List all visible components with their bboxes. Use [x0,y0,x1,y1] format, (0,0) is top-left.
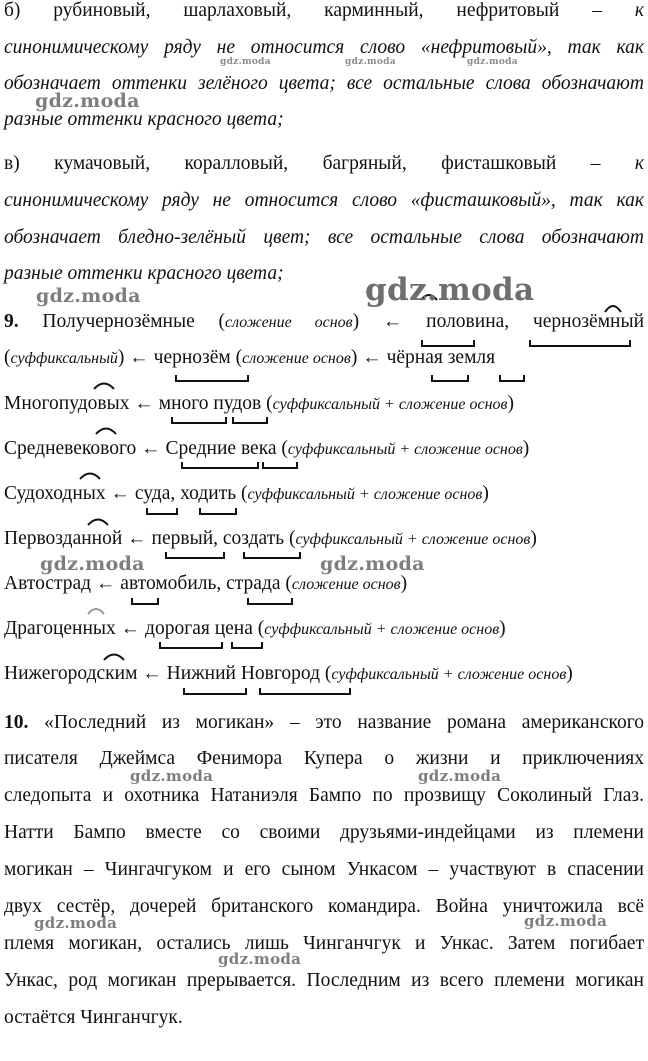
task9-row-source: много пудов [158,393,262,414]
task9-row: Драгоценных ← дорогая цена (суффиксальный + сложение основ) [4,618,506,639]
watermark: gdz.moda [40,553,145,575]
task9-row-source: Нижний Новгород [166,663,321,684]
task9-row-word: Судоходных [4,483,106,504]
b-item-line-4: разные оттенки красного цвета; [4,109,284,130]
task10-line-6: двух сестёр, дочерей британского командира. Война уничтожила всё [4,896,644,917]
task9-row-source: Средние века [165,438,277,459]
task9-row: Судоходных ← суда, ходить (суффиксальный + сложение основ) [4,483,489,504]
b-item-line-2: синонимическому ряду не относится слово «нефритовый», так как [4,37,644,58]
task9-row-word: Средневекового [4,438,137,459]
watermark: gdz.moda [218,950,302,968]
derivation-arrow: ← [142,663,162,684]
derivation-arrow: ← [141,438,161,459]
task10-line-3: следопыта и охотника Натаниэля Бампо по прозвищу Соколиный Глаз. [4,785,644,806]
b-item-line-1: б) рубиновый, шарлаховый, карминный, нефритовый – к [4,0,645,21]
task9-row: Первозданной ← первый, создать (суффиксальный + сложение основ) [4,528,537,549]
task9-line-2: (суффиксальный) ← чернозём (сложение основ) ← чёрная земля [4,347,496,368]
b-item-line-3: обозначает оттенки зелёного цвета; все остальные слова обозначают [4,73,644,94]
task9-row-source: дорогая цена [145,618,253,639]
derivation-arrow: ← [134,393,154,414]
stem-bracket [176,375,248,381]
watermark: gdz.moda [467,57,518,67]
v-item-line-3: обозначает бледно-зелёный цвет; все остальные слова обозначают [4,227,644,248]
task9-src1a: половина [426,311,505,332]
task9-row-method: суффиксальный + сложение основ [287,441,523,458]
task9-row-word: Нижегородским [4,663,138,684]
watermark: gdz.moda [35,90,140,112]
v-item-line-2: синонимическому ряду не относится слово «фисташковый», так как [4,190,644,211]
task9-row-word: Многопудовых [4,393,130,414]
task9-row-source: первый, создать [151,528,285,549]
watermark: gdz.moda [524,912,608,930]
task9-row-source: автомобиль, страда [120,573,281,594]
task9-row: Средневекового ← Средние века (суффиксальный + сложение основ) [4,438,530,459]
watermark: gdz.moda [365,272,535,308]
task10-line-2: писателя Джеймса Фенимора Купера о жизни и приключениях [4,748,644,769]
task9-line-1: 9. Получернозёмные (сложение основ) ← половина, чернозёмный [4,311,645,332]
task9-row-word: Первозданной [4,528,123,549]
task9-row-word: Драгоценных [4,618,116,639]
stem-bracket [432,375,468,381]
task9-row-method: суффиксальный + сложение основ [247,486,483,503]
derivation-arrow: ← [120,618,141,639]
task9-row-source: суда, ходить [134,483,237,504]
task10-line-4: Натти Бампо вместе со своими друзьями-индейцами из племени [4,822,644,843]
task9-row-method: суффиксальный + сложение основ [295,531,531,548]
watermark: gdz.moda [345,57,396,67]
task10-line-9: остаётся Чинганчгук. [4,1007,183,1028]
watermark: gdz.moda [36,285,141,307]
derivation-arrow: ← [127,528,147,549]
task9-row-method: суффиксальный + сложение основ [264,621,500,638]
task9-row: Автострад ← автомобиль, страда (сложение основ) [4,573,408,594]
task9-row-method: сложение основ [291,576,401,593]
task9-row-method: суффиксальный + сложение основ [331,666,567,683]
watermark: gdz.moda [320,553,425,575]
stem-bracket [500,375,524,381]
watermark: gdz.moda [130,767,214,785]
task9-row-method: суффиксальный + сложение основ [272,396,508,413]
watermark: gdz.moda [34,914,118,932]
task10-line-1: 10. «Последний из могикан» – это название романа американского [4,712,644,733]
v-item-line-4: разные оттенки красного цвета; [4,263,284,284]
derivation-arrow: ← [95,573,116,594]
task9-row-word: Автострад [4,573,92,594]
v-item-line-1: в) кумачовый, коралловый, багряный, фисташковый – к [4,153,645,174]
task9-src1b: чернозёмный [532,311,645,332]
task9-row: Многопудовых ← много пудов (суффиксальный + сложение основ) [4,393,514,414]
derivation-arrow: ← [110,483,131,504]
watermark: gdz.moda [418,767,502,785]
task9-row: Нижегородским ← Нижний Новгород (суффиксальный + сложение основ) [4,663,573,684]
task10-line-5: могикан – Чингачгуком и его сыном Ункасом – участвуют в спасении [4,859,644,880]
watermark: gdz.moda [220,57,271,67]
task10-line-8: Ункас, род могикан прерывается. Последним из всего племени могикан [4,970,644,991]
task9-word: Получернозёмные [42,311,195,332]
task10-line-7: племя могикан, остались лишь Чинганчгук и Ункас. Затем погибает [4,933,644,954]
